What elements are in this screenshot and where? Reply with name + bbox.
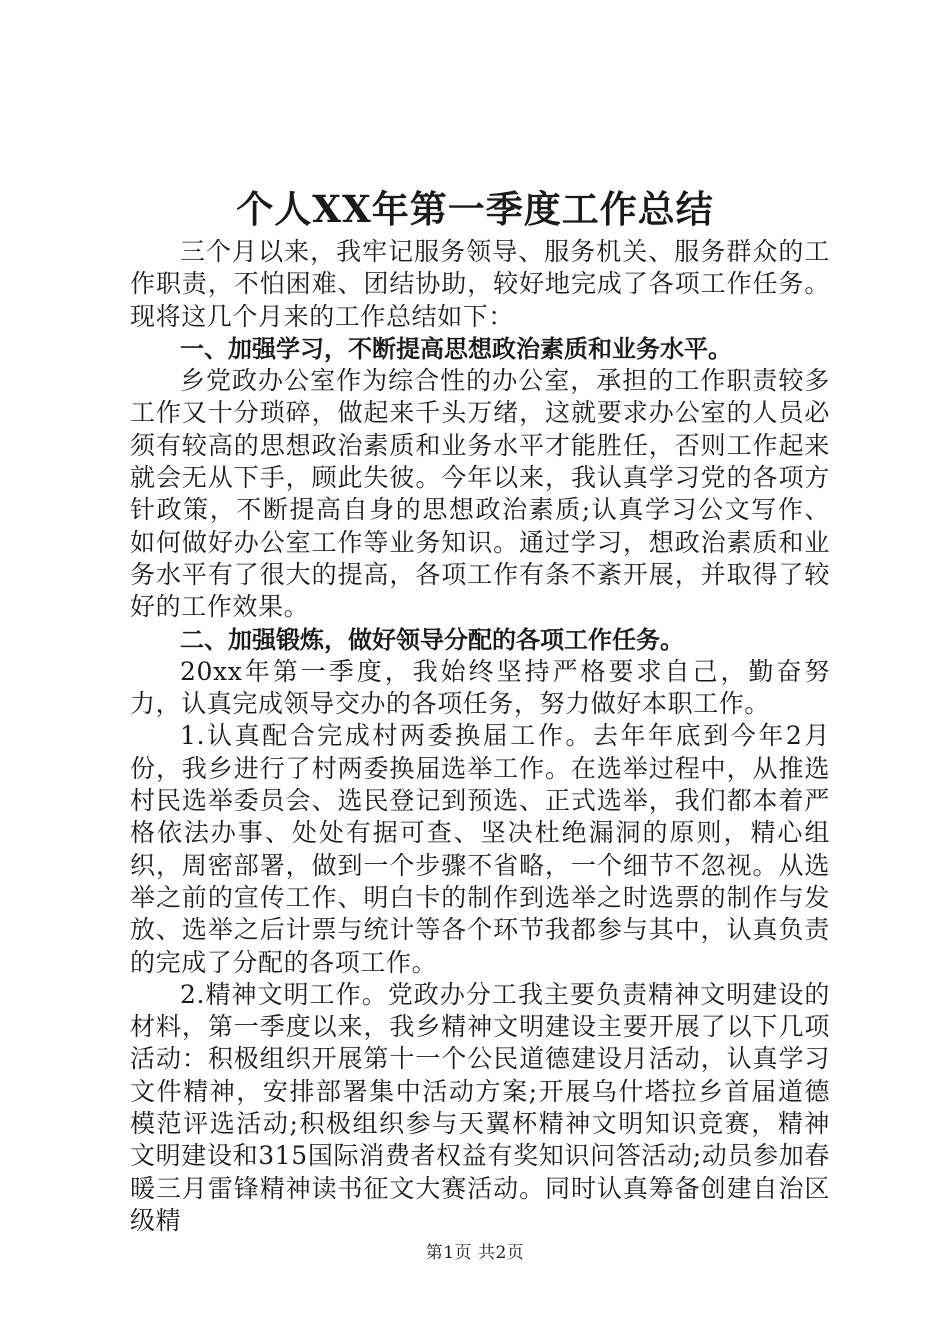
- section-1-paragraph: 乡党政办公室作为综合性的办公室，承担的工作职责较多工作又十分琐碎，做起来千头万绪，这就要求办公室的人员必须有较高的思想政治素质和业务水平才能胜任，否则工作起来就会无从下手，顾此失彼。今年以来，我认真学习党的各项方针政策，不断提高自身的思想政治素质;认真学习公文写作、如何做好办公室工作等业务知识。通过学习，想政治素质和业务水平有了很大的提高，各项工作有条不紊开展，并取得了较好的工作效果。: [130, 366, 830, 622]
- section-heading-2: 二、加强锻炼，做好领导分配的各项工作任务。: [180, 625, 684, 654]
- document-title: 个人XX年第一季度工作总结: [236, 187, 714, 231]
- page-number-footer: 第1页 共2页: [425, 1243, 525, 1263]
- section-2-intro-paragraph: 20xx年第一季度，我始终坚持严格要求自己，勤奋努力，认真完成领导交办的各项任务，努力做好本职工作。: [130, 656, 830, 719]
- intro-paragraph: 三个月以来，我牢记服务领导、服务机关、服务群众的工作职责，不怕困难、团结协助，较好地完成了各项工作任务。现将这几个月来的工作总结如下：: [130, 237, 830, 331]
- item-1-paragraph: 1.认真配合完成村两委换届工作。去年年底到今年2月份，我乡进行了村两委换届选举工作。在选举过程中，从推选村民选举委员会、选民登记到预选、正式选举，我们都本着严格依法办事、处处有据可查、坚决杜绝漏洞的原则，精心组织，周密部署，做到一个步骤不省略，一个细节不忽视。从选举之前的宣传工作、明白卡的制作到选举之时选票的制作与发放、选举之后计票与统计等各个环节我都参与其中，认真负责的完成了分配的各项工作。: [130, 721, 830, 977]
- item-2-paragraph: 2.精神文明工作。党政办分工我主要负责精神文明建设的材料，第一季度以来，我乡精神文明建设主要开展了以下几项活动：积极组织开展第十一个公民道德建设月活动，认真学习文件精神，安排部署集中活动方案;开展乌什塔拉乡首届道德模范评选活动;积极组织参与天翼杯精神文明知识竞赛，精神文明建设和315国际消费者权益有奖知识问答活动;动员参加春暖三月雷锋精神读书征文大赛活动。同时认真筹备创建自治区级精: [130, 979, 830, 1235]
- document-body: [130, 236, 830, 1237]
- section-heading-1: 一、加强学习，不断提高思想政治素质和业务水平。: [180, 334, 732, 363]
